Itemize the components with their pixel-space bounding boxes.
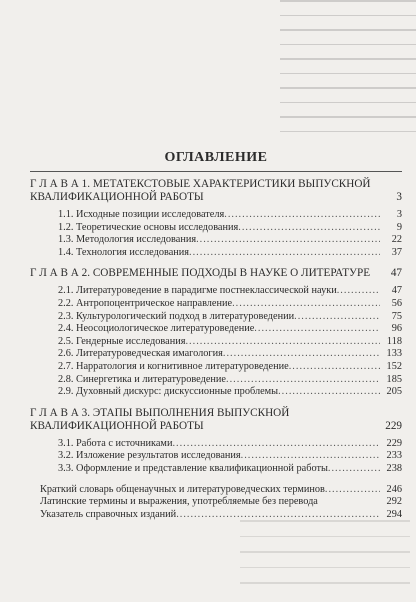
entry-label: 2.7. Нарратология и когнитивное литературоведение xyxy=(58,360,289,372)
chapter-2-heading xyxy=(30,267,402,280)
table-of-contents xyxy=(30,150,402,521)
bleed-through-text-top xyxy=(280,0,416,150)
entry-page: 294 xyxy=(386,508,402,520)
chapter-1-page: 3 xyxy=(396,191,402,203)
chapter-1-entries xyxy=(30,209,402,259)
entry-label: 1.4. Технология исследования xyxy=(58,246,190,258)
bleed-through-text-bottom xyxy=(240,520,410,600)
chapter-2-title: Г Л А В А 2. СОВРЕМЕННЫЕ ПОДХОДЫ В НАУКЕ О ЛИТЕРАТУРЕ xyxy=(30,267,371,280)
entry-label: 2.8. Синергетика и литературоведение xyxy=(58,373,226,385)
entry-label: 2.3. Культурологический подход в литературоведении xyxy=(58,310,295,322)
entry-label: 2.4. Неосоциологическое литературоведение xyxy=(58,323,255,335)
entry-label: 1.3. Методология исследования xyxy=(58,234,197,246)
toc-entry xyxy=(58,336,402,349)
toc-entry xyxy=(58,247,402,260)
chapter-2-entries xyxy=(30,285,402,398)
toc-entry xyxy=(58,234,402,247)
toc-entry xyxy=(58,209,402,222)
chapter-1-title: Г Л А В А 1. МЕТАТЕКСТОВЫЕ ХАРАКТЕРИСТИКИ ВЫПУСКНОЙ КВАЛИФИКАЦИОННОЙ РАБОТЫ xyxy=(30,178,371,203)
entry-page: 56 xyxy=(391,297,402,309)
toc-entry xyxy=(40,496,402,509)
entry-label: Указатель справочных изданий xyxy=(40,508,177,520)
toc-entry xyxy=(58,386,402,399)
entry-label: 1.1. Исходные позиции исследователя xyxy=(58,209,225,220)
entry-page: 75 xyxy=(391,310,402,322)
toc-entry xyxy=(58,361,402,374)
toc-entry xyxy=(40,509,402,522)
entry-page: 233 xyxy=(386,450,402,462)
toc-entry xyxy=(58,374,402,387)
entry-label: 2.5. Гендерные исследования xyxy=(58,335,186,347)
toc-entry xyxy=(58,285,402,298)
entry-page: 292 xyxy=(386,496,402,508)
entry-page: 238 xyxy=(386,462,402,474)
chapter-3-heading xyxy=(30,407,402,433)
toc-entry xyxy=(40,484,402,497)
entry-label: Краткий словарь общенаучных и литературоведческих терминов xyxy=(40,483,325,495)
entry-label: 3.1. Работа с источниками xyxy=(58,437,173,449)
toc-entry xyxy=(58,311,402,324)
entry-page: 246 xyxy=(386,483,402,495)
entry-page: 133 xyxy=(386,348,402,360)
entry-label: 2.2. Антропоцентрическое направление xyxy=(58,297,233,309)
toc-entry xyxy=(58,222,402,235)
entry-page: 47 xyxy=(391,285,402,297)
chapter-3-title: Г Л А В А 3. ЭТАПЫ ВЫПОЛНЕНИЯ ВЫПУСКНОЙ КВАЛИФИКАЦИОННОЙ РАБОТЫ xyxy=(30,406,290,432)
toc-entry xyxy=(58,323,402,336)
toc-entry xyxy=(58,450,402,463)
title-rule xyxy=(30,171,402,172)
chapter-2-page: 47 xyxy=(390,267,402,280)
entry-page: 152 xyxy=(386,360,402,372)
entry-page: 185 xyxy=(386,373,402,385)
toc-title: ОГЛАВЛЕНИЕ xyxy=(164,150,268,165)
entry-page: 205 xyxy=(386,386,402,398)
entry-page: 96 xyxy=(391,323,402,335)
entry-label: Латинские термины и выражения, употребляемые без перевода xyxy=(40,496,318,508)
entry-label: 3.2. Изложение результатов исследования xyxy=(58,450,241,462)
entry-page: 37 xyxy=(391,246,402,258)
toc-entry xyxy=(58,348,402,361)
entry-label: 2.9. Духовный дискурс: дискуссионные проблемы xyxy=(58,386,279,398)
toc-entry xyxy=(58,438,402,451)
back-matter-entries xyxy=(30,484,402,522)
entry-label: 1.2. Теоретические основы исследования xyxy=(58,221,239,233)
entry-page: 22 xyxy=(391,234,402,246)
entry-label: 2.1. Литературоведение в парадигме постнеклассической науки xyxy=(58,285,337,297)
toc-entry xyxy=(58,298,402,311)
entry-page: 9 xyxy=(396,221,402,233)
entry-label: 2.6. Литературоведческая имагология xyxy=(58,348,223,360)
chapter-3-entries xyxy=(30,438,402,476)
toc-entry xyxy=(58,463,402,476)
chapter-3-page: 229 xyxy=(385,419,402,432)
entry-page: 229 xyxy=(386,437,402,449)
chapter-1-heading xyxy=(30,178,402,204)
entry-page: 118 xyxy=(386,335,402,347)
entry-page: 3 xyxy=(396,209,402,220)
entry-label: 3.3. Оформление и представление квалификационной работы xyxy=(58,462,328,474)
